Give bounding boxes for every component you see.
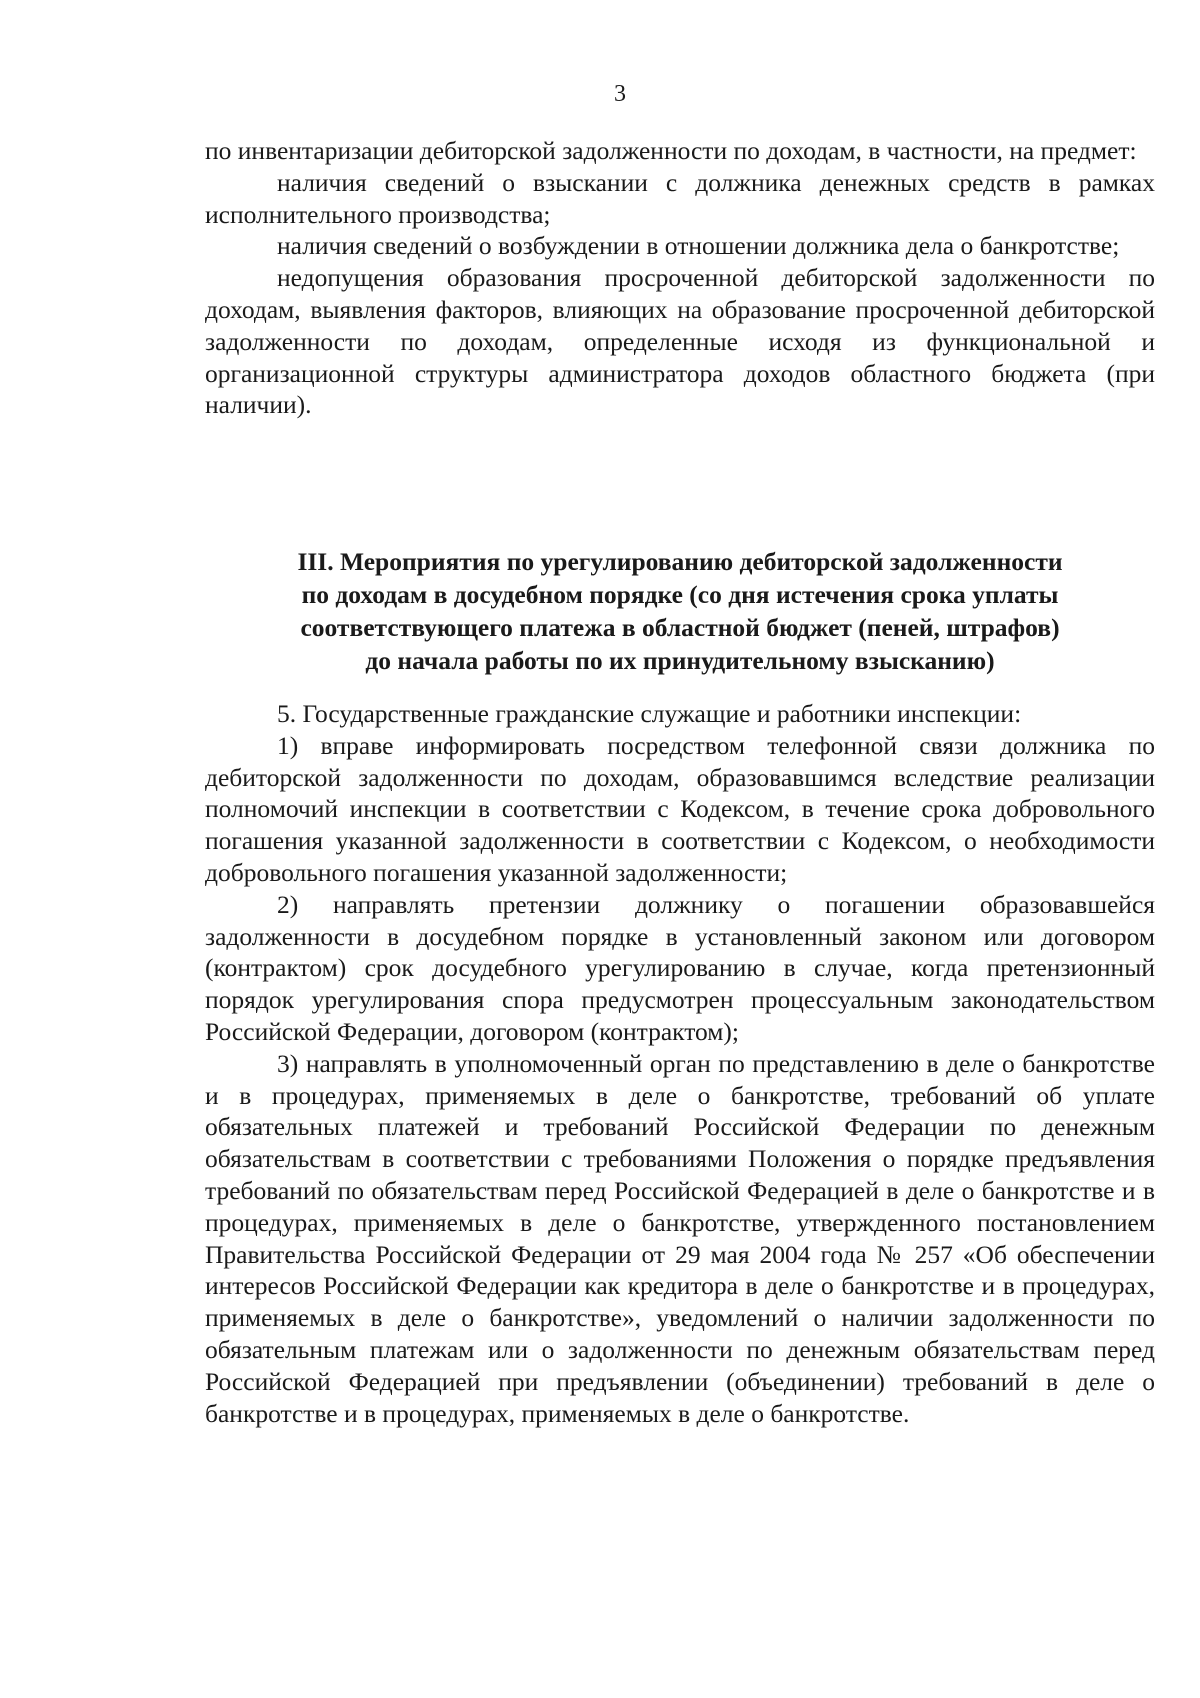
section-heading-line: по доходам в досудебном порядке (со дня истечения срока уплаты	[301, 580, 1059, 609]
paragraph-subitem-3: 3) направлять в уполномоченный орган по представлению в деле о банкротстве и в процедурах, применяемых в деле о банкротстве, требований об уплате обязательных платежей и требований Российской Федерации по денежным обязательствам в соответствии с требованиями Положения о порядке предъявления требований по обязательствам перед Российской Федерацией в деле о банкротстве и в процедурах, применяемых в деле о банкротстве, утвержденного постановлением Правительства Российской Федерации от 29 мая 2004 года № 257 «Об обеспечении интересов Российской Федерации как кредитора в деле о банкротстве и в процедурах, применяемых в деле о банкротстве», уведомлений о наличии задолженности по обязательным платежам или о задолженности по денежным обязательствам перед Российской Федерацией при предъявлении (объединении) требований в деле о банкротстве и в процедурах, применяемых в деле о банкротстве.	[205, 1048, 1155, 1428]
bottom-text-block	[205, 698, 1155, 1429]
paragraph-item-5: 5. Государственные гражданские служащие и работники инспекции:	[277, 699, 1022, 728]
paragraph-subitem-2: 2) направлять претензии должнику о погашении образовавшейся задолженности в досудебном порядке в установленный законом или договором (контрактом) срок досудебного урегулированию в случае, когда претензионный порядок урегулирования спора предусмотрен процессуальным законодательством Российской Федерации, договором (контрактом);	[205, 889, 1155, 1046]
paragraph-subitem-1: 1) вправе информировать посредством телефонной связи должника по дебиторской задолженности по доходам, образовавшимся вследствие реализации полномочий инспекции в соответствии с Кодексом, в течение срока добровольного погашения указанной задолженности в соответствии с Кодексом, о необходимости добровольного погашения указанной задолженности;	[205, 730, 1155, 887]
top-text-block	[205, 135, 1155, 421]
section-heading-line: до начала работы по их принудительному взысканию)	[365, 646, 995, 675]
section-heading	[205, 545, 1155, 677]
page-number: 3	[614, 81, 626, 107]
paragraph-continuation: по инвентаризации дебиторской задолженности по доходам, в частности, на предмет:	[205, 136, 1137, 165]
section-heading-line: III. Мероприятия по урегулированию дебиторской задолженности	[297, 547, 1063, 576]
paragraph-enforcement-proceedings: наличия сведений о взыскании с должника денежных средств в рамках исполнительного производства;	[205, 167, 1155, 229]
paragraph-bankruptcy-case: наличия сведений о возбуждении в отношении должника дела о банкротстве;	[277, 231, 1120, 261]
section-heading-line: соответствующего платежа в областной бюджет (пеней, штрафов)	[300, 613, 1060, 642]
paragraph-overdue-prevention: недопущения образования просроченной дебиторской задолженности по доходам, выявления факторов, влияющих на образование просроченной дебиторской задолженности по доходам, определенные исходя из функциональной и организационной структуры администратора доходов областного бюджета (при наличии).	[205, 263, 1155, 420]
